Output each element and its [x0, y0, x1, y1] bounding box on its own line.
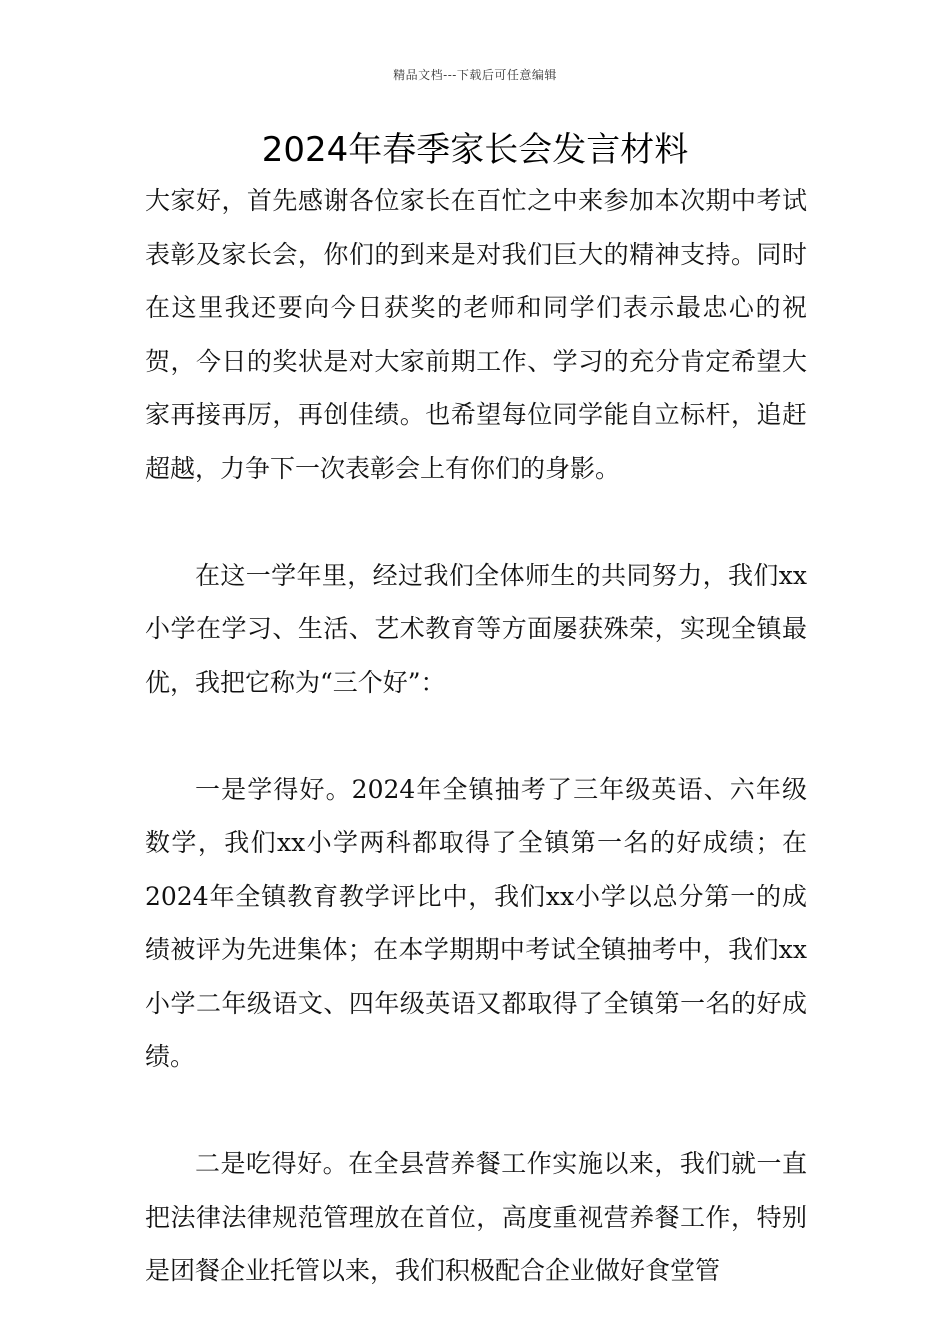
paragraph-learning: 一是学得好。2024年全镇抽考了三年级英语、六年级数学，我们xx小学两科都取得了全镇第一名的好成绩；在2024年全镇教育教学评比中，我们xx小学以总分第一的成绩被评为先进集体；在本学期期中考试全镇抽考中，我们xx小学二年级语文、四年级英语又都取得了全镇第一名的好成绩。: [145, 774, 807, 1071]
paragraph-intro: 大家好，首先感谢各位家长在百忙之中来参加本次期中考试表彰及家长会，你们的到来是对我们巨大的精神支持。同时在这里我还要向今日获奖的老师和同学们表示最忠心的祝贺，今日的奖状是对大家前期工作、学习的充分肯定希望大家再接再厉，再创佳绩。也希望每位同学能自立标杆，追赶超越，力争下一次表彰会上有你们的身影。: [145, 186, 807, 483]
paragraph-achievements: 在这一学年里，经过我们全体师生的共同努力，我们xx小学在学习、生活、艺术教育等方面屡获殊荣，实现全镇最优，我把它称为“三个好”：: [145, 560, 807, 697]
paragraph-gap: [145, 709, 807, 763]
document-body: [145, 174, 807, 1298]
paragraph-meals: 二是吃得好。在全县营养餐工作实施以来，我们就一直把法律法律规范管理放在首位，高度重视营养餐工作，特别是团餐企业托管以来，我们积极配合企业做好食堂管: [145, 1149, 807, 1285]
header-note: 精品文档---下载后可任意编辑: [393, 68, 557, 82]
document-title: 2024年春季家长会发言材料: [261, 130, 689, 170]
paragraph-gap: [145, 495, 807, 549]
paragraph-gap: [145, 1084, 807, 1138]
